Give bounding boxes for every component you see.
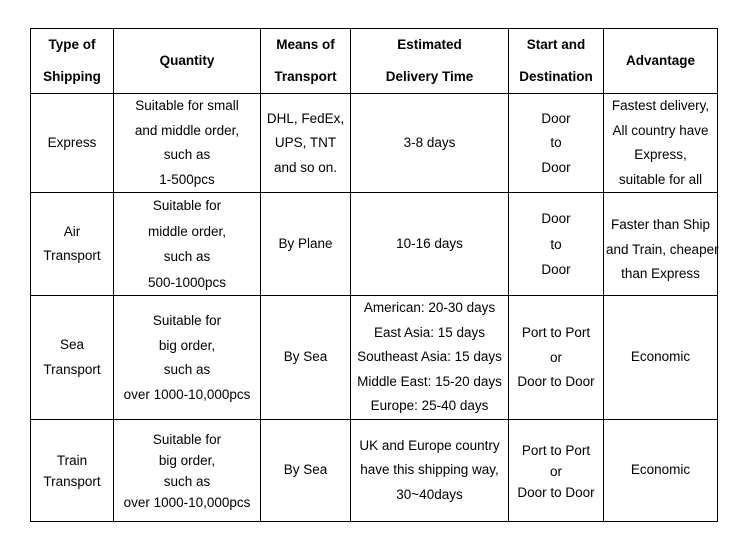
table-row xyxy=(31,193,718,296)
header-quantity: Quantity xyxy=(114,29,261,94)
header-means-of-transport: Means of Transport xyxy=(261,29,351,94)
cell-quantity: Suitable for middle order, such as 500-1000pcs xyxy=(114,193,261,296)
cell-quantity: Suitable for small and middle order, such as 1-500pcs xyxy=(114,94,261,193)
cell-type: Sea Transport xyxy=(31,296,114,420)
cell-route: Port to Port or Door to Door xyxy=(509,296,604,420)
cell-advantage: Economic xyxy=(604,420,718,522)
header-advantage: Advantage xyxy=(604,29,718,94)
cell-means: By Plane xyxy=(261,193,351,296)
cell-delivery: 3-8 days xyxy=(351,94,509,193)
cell-type: Air Transport xyxy=(31,193,114,296)
cell-route: Port to Port or Door to Door xyxy=(509,420,604,522)
shipping-comparison-table xyxy=(30,28,718,522)
cell-advantage: Faster than Ship and Train, cheaper than Express xyxy=(604,193,718,296)
cell-type: Train Transport xyxy=(31,420,114,522)
cell-delivery: UK and Europe country have this shipping way, 30~40days xyxy=(351,420,509,522)
cell-delivery: American: 20-30 days East Asia: 15 days Southeast Asia: 15 days Middle East: 15-20 days Europe: 25-40 days xyxy=(351,296,509,420)
cell-advantage: Fastest delivery, All country have Express, suitable for all xyxy=(604,94,718,193)
cell-type: Express xyxy=(31,94,114,193)
cell-means: DHL, FedEx, UPS, TNT and so on. xyxy=(261,94,351,193)
cell-delivery: 10-16 days xyxy=(351,193,509,296)
cell-quantity: Suitable for big order, such as over 1000-10,000pcs xyxy=(114,420,261,522)
header-row xyxy=(31,29,718,94)
cell-means: By Sea xyxy=(261,420,351,522)
cell-quantity: Suitable for big order, such as over 1000-10,000pcs xyxy=(114,296,261,420)
cell-advantage: Economic xyxy=(604,296,718,420)
cell-means: By Sea xyxy=(261,296,351,420)
table-row xyxy=(31,420,718,522)
header-estimated-delivery-time: Estimated Delivery Time xyxy=(351,29,509,94)
table-row xyxy=(31,94,718,193)
cell-route: Door to Door xyxy=(509,193,604,296)
header-start-and-destination: Start and Destination xyxy=(509,29,604,94)
header-type-of-shipping: Type of Shipping xyxy=(31,29,114,94)
cell-route: Door to Door xyxy=(509,94,604,193)
table-row xyxy=(31,296,718,420)
